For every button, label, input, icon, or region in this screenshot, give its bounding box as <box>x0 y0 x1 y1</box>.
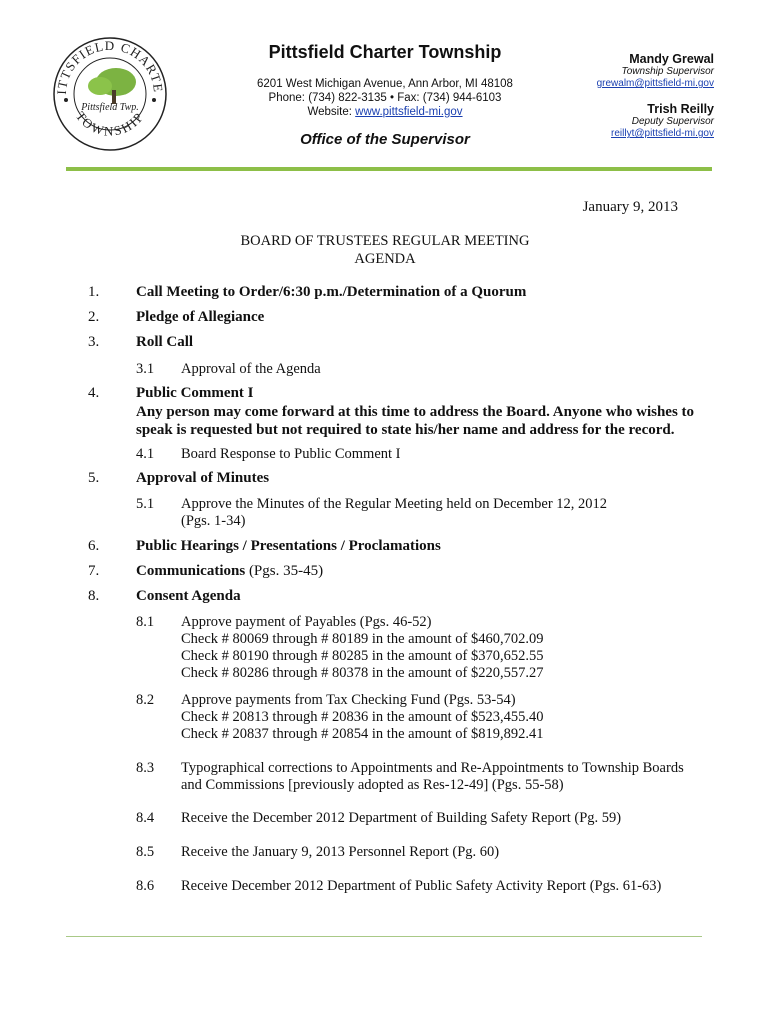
subitem-line: Check # 80286 through # 80378 in the amount of $220,557.27 <box>181 665 544 681</box>
subitem-line: (Pgs. 1-34) <box>181 513 246 529</box>
township-name: Pittsfield Charter Township <box>268 42 502 62</box>
item-number: 4. <box>88 385 100 401</box>
item-number: 1. <box>88 284 100 300</box>
subitem-line: Check # 20813 through # 20836 in the amount of $523,455.40 <box>181 709 544 725</box>
deputy-supervisor-title: Deputy Supervisor <box>631 116 714 127</box>
subitem-text: Receive December 2012 Department of Public Safety Activity Report (Pgs. 61-63) <box>181 878 662 894</box>
seal-ring-bottom-text: TOWNSHIP <box>72 108 148 139</box>
agenda-title <box>0 232 770 268</box>
township-address: 6201 West Michigan Avenue, Ann Arbor, MI 48108 <box>257 78 513 90</box>
subitem-line: Check # 20837 through # 20854 in the amount of $819,892.41 <box>181 726 544 742</box>
item-heading <box>136 563 696 580</box>
subitem-line: Approve payments from Tax Checking Fund (Pgs. 53-54) <box>181 692 516 708</box>
letterhead-center <box>235 42 535 148</box>
item-heading: Consent Agenda <box>136 588 241 604</box>
supervisor-title: Township Supervisor <box>621 66 714 77</box>
header-divider <box>66 167 712 171</box>
subitem-text <box>181 496 701 530</box>
public-comment-description <box>136 403 696 439</box>
township-website <box>235 105 535 119</box>
subitem-line: and Commissions [previously adopted as Res-12-49] (Pgs. 55-58) <box>181 777 564 793</box>
item-number: 5. <box>88 470 100 486</box>
item-heading: Call Meeting to Order/6:30 p.m./Determination of a Quorum <box>136 284 527 300</box>
township-phone-fax: Phone: (734) 822-3135 • Fax: (734) 944-6103 <box>268 92 502 104</box>
subitem-text <box>181 614 701 682</box>
item-heading-text: Communications <box>136 563 246 579</box>
item-number: 8. <box>88 588 100 604</box>
item-number: 7. <box>88 563 100 579</box>
website-link[interactable]: www.pittsfield-mi.gov <box>355 106 463 118</box>
item-heading: Public Hearings / Presentations / Proclamations <box>136 538 441 554</box>
letterhead-contacts <box>514 52 714 140</box>
subitem-number: 8.4 <box>136 810 155 826</box>
seal-ring-top-text: ITTSFIELD CHARTE <box>53 37 167 95</box>
subitem-text: Receive the December 2012 Department of Building Safety Report (Pg. 59) <box>181 810 622 826</box>
subitem-number: 8.3 <box>136 760 155 776</box>
office-title: Office of the Supervisor <box>300 131 470 148</box>
subitem-number: 8.1 <box>136 614 155 630</box>
deputy-supervisor-name: Trish Reilly <box>647 102 714 116</box>
supervisor-name: Mandy Grewal <box>629 52 714 66</box>
item-heading: Roll Call <box>136 334 194 350</box>
subitem-number: 8.5 <box>136 844 155 860</box>
subitem-line: Typographical corrections to Appointments and Re-Appointments to Township Boards <box>181 760 684 776</box>
item-heading: Approval of Minutes <box>136 470 270 486</box>
seal-signature: Pittsfield Twp. <box>81 102 139 113</box>
subitem-line: Approve payment of Payables (Pgs. 46-52) <box>181 614 432 630</box>
item-number: 6. <box>88 538 100 554</box>
subitem-text: Board Response to Public Comment I <box>181 446 401 462</box>
item-number: 3. <box>88 334 100 350</box>
agenda-title-line1: BOARD OF TRUSTEES REGULAR MEETING <box>240 233 530 249</box>
deputy-supervisor-email-link[interactable]: reillyt@pittsfield-mi.gov <box>611 128 714 139</box>
subitem-number: 4.1 <box>136 446 155 462</box>
subitem-text: Approval of the Agenda <box>181 361 321 377</box>
item-heading: Public Comment I <box>136 385 254 401</box>
subitem-text: Receive the January 9, 2013 Personnel Report (Pg. 60) <box>181 844 500 860</box>
agenda-title-line2: AGENDA <box>354 251 416 267</box>
subitem-number: 3.1 <box>136 361 155 377</box>
description-line: Any person may come forward at this time to address the Board. Anyone who wishes to <box>136 404 695 420</box>
subitem-text <box>181 692 701 743</box>
subitem-text <box>181 760 701 794</box>
description-line: speak is requested but not required to state his/her name and address for the record. <box>136 422 675 438</box>
subitem-number: 5.1 <box>136 496 155 512</box>
footer-divider <box>66 936 702 937</box>
website-label: Website: <box>307 106 356 118</box>
subitem-line: Check # 80190 through # 80285 in the amount of $370,652.55 <box>181 648 544 664</box>
subitem-line: Check # 80069 through # 80189 in the amount of $460,702.09 <box>181 631 544 647</box>
subitem-number: 8.6 <box>136 878 155 894</box>
township-seal-logo <box>52 28 168 154</box>
item-number: 2. <box>88 309 100 325</box>
supervisor-email-link[interactable]: grewalm@pittsfield-mi.gov <box>596 78 714 89</box>
svg-text:TOWNSHIP <box>73 109 147 139</box>
subitem-number: 8.2 <box>136 692 155 708</box>
item-heading: Pledge of Allegiance <box>136 309 265 325</box>
item-pages: (Pgs. 35-45) <box>245 563 324 579</box>
agenda-date: January 9, 2013 <box>582 199 678 215</box>
subitem-line: Approve the Minutes of the Regular Meeting held on December 12, 2012 <box>181 496 608 512</box>
